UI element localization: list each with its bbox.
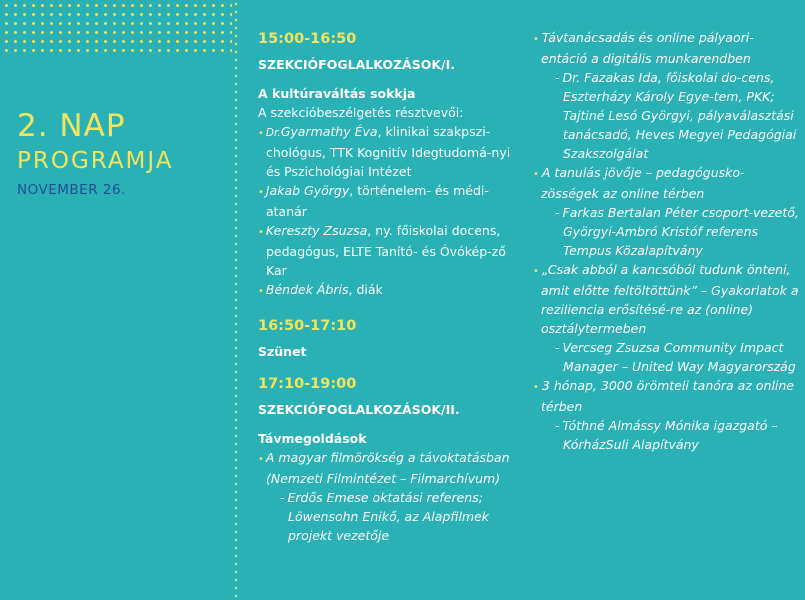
participant-name: Gyarmathy Éva: [280, 124, 378, 139]
day-date: NOVEMBER 26.: [17, 182, 126, 198]
session-speakers: - Vercseg Zsuzsa Community Impact Manager – United Way Magyarország: [533, 338, 799, 376]
day-title-block: [17, 108, 174, 198]
session-speakers: - Tóthné Almássy Mónika igazgató – KórházSuli Alapítvány: [533, 416, 799, 454]
participant-item: [258, 181, 524, 221]
program-column-left: [258, 28, 524, 545]
program-title: PROGRAMJA: [17, 148, 174, 174]
session-item: • 3 hónap, 3000 örömteli tanóra az online térben: [533, 376, 799, 416]
decorative-dot-grid: [0, 0, 232, 58]
session-item: • „Csak abból a kancsóból tudunk önteni, amit előtte feltöltöttünk” – Gyakorlatok a reziliencia erősítésé-re az (online) osztálytermeben: [533, 260, 799, 338]
session-item: • Távtanácsadás és online pályaori-entáció a digitális munkarendben: [533, 28, 799, 68]
block3-topic: Távmegoldások: [258, 431, 367, 446]
block2-time: 16:50-17:10: [258, 318, 357, 334]
participant-name: Béndek Ábris: [265, 282, 349, 297]
participant-item: • Dr.Gyarmathy Éva, klinikai szakpszi-chológus, TTK Kognitív Idegtudomá-nyi és Pszichológiai Intézet: [258, 122, 524, 181]
block1-section: SZEKCIÓFOGLALKOZÁSOK/I.: [258, 57, 455, 72]
participant-desc: , ny. főiskolai docens, pedagógus, ELTE Tanító- és Óvókép-ző Kar: [266, 223, 506, 278]
participant-name: Jakab György: [265, 183, 350, 198]
participant-desc: , történelem- és médi-atanár: [266, 183, 489, 219]
participant-desc: , diák: [348, 282, 383, 297]
session-item: • A magyar filmörökség a távoktatásban (Nemzeti Filmintézet – Filmarchívum): [258, 448, 524, 488]
block3-time: 17:10-19:00: [258, 376, 357, 392]
session-item: • A tanulás jövője – pedagógusko-zösségek az online térben: [533, 163, 799, 203]
participant-name: Kereszty Zsuzsa: [265, 223, 368, 238]
block1-participants-label: A szekcióbeszélgetés résztvevői:: [258, 105, 464, 120]
day-title: 2. NAP: [17, 108, 126, 144]
participant-item: [258, 280, 524, 301]
participant-item: [258, 221, 524, 280]
block2-label: Szünet: [258, 344, 307, 359]
block1-time: 15:00-16:50: [258, 31, 357, 47]
dotted-divider: [235, 0, 237, 600]
program-column-right: [533, 28, 799, 454]
block3-section: SZEKCIÓFOGLALKOZÁSOK/II.: [258, 402, 460, 417]
session-speakers: - Dr. Fazakas Ida, főiskolai do-cens, Eszterházy Károly Egye-tem, PKK; Tajtiné Lesó Györgyi, pályaválasztási tanácsadó, Heves Megyei Pedagógiai Szakszolgálat: [533, 68, 799, 163]
session-speakers: - Farkas Bertalan Péter csoport-vezető, Györgyi-Ambró Kristóf referens Tempus Közalapítvány: [533, 203, 799, 260]
block1-topic: A kultúraváltás sokkja: [258, 86, 416, 101]
session-speakers: - Erdős Emese oktatási referens; Löwensohn Enikő, az Alapfilmek projekt vezetője: [258, 488, 524, 545]
